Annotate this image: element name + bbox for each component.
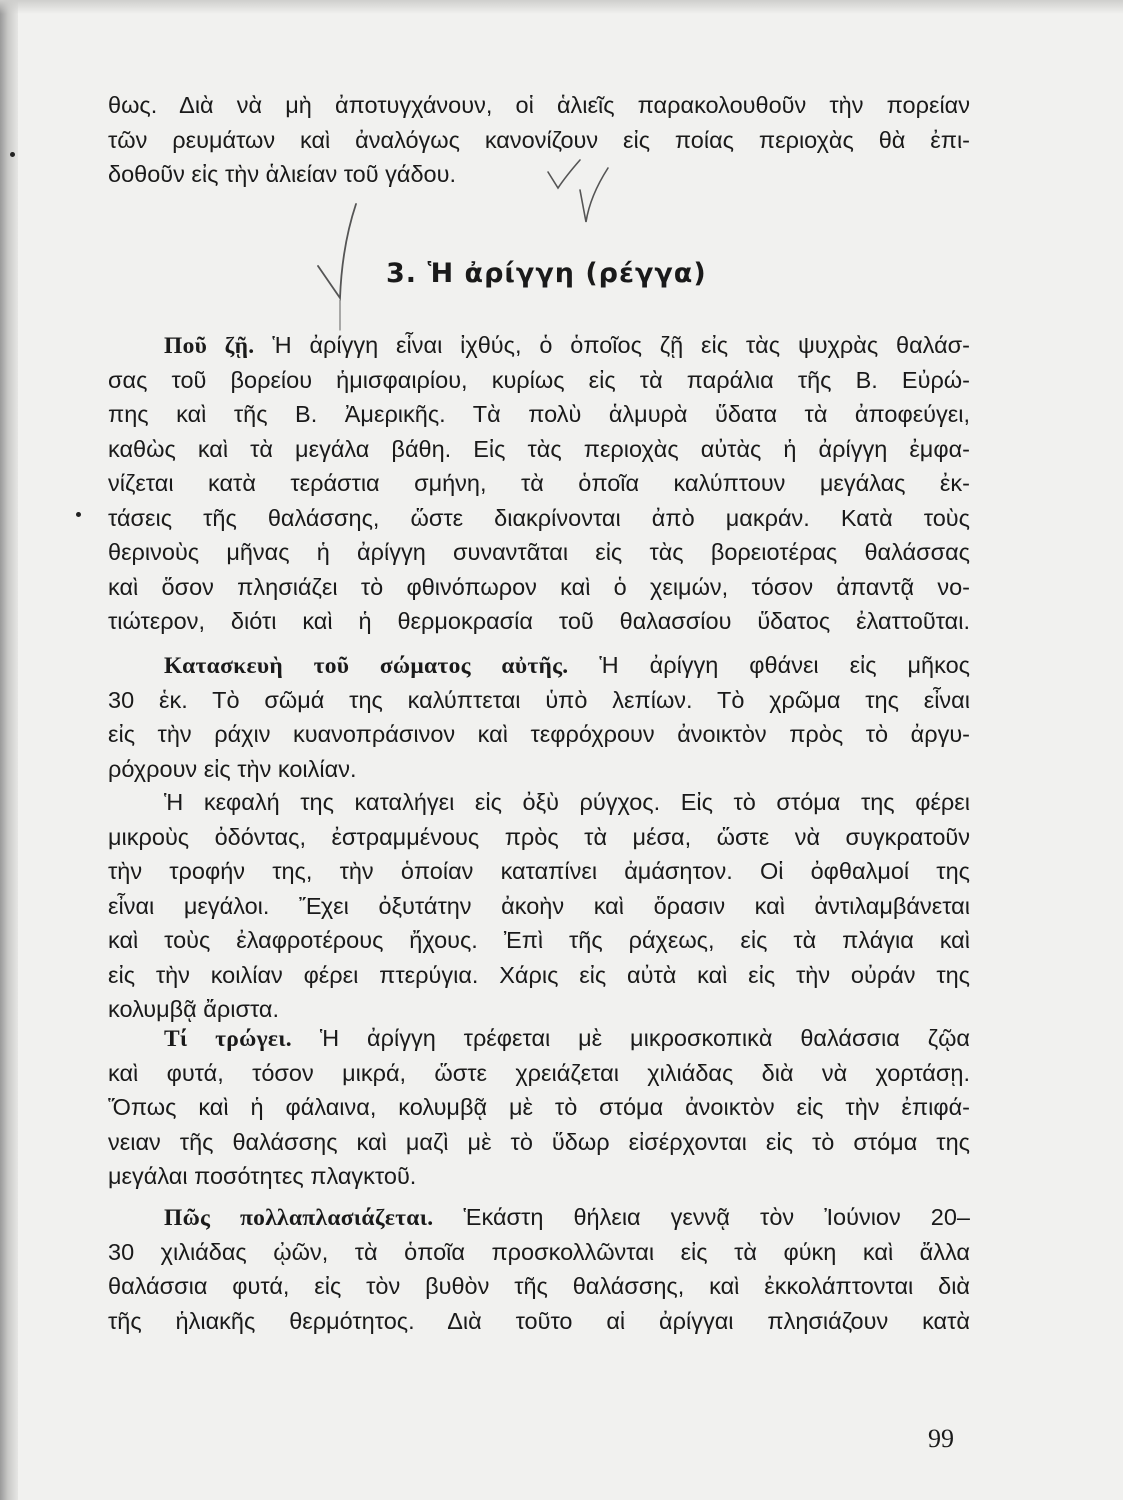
pencil-check-mark-right [580,168,608,222]
text-line: 30 χιλιάδας ᾠῶν, τὰ ὁποῖα προσκολλῶνται εἰς τὰ φύκη καὶ ἄλλα [108,1238,970,1265]
subsection-title: Κατασκευὴ τοῦ σώματος αὐτῆς. [164,653,569,679]
text-line: νίζεται κατὰ τεράστια σμήνη, τὰ ὁποῖα καλύπτουν μεγάλας ἐκ- [108,470,970,496]
text-line: τῆς ἡλιακῆς θερμότητος. Διὰ τοῦτο αἱ ἀρίγγαι πλησιάζουν κατὰ [108,1307,970,1334]
text-line: σας τοῦ βορείου ἡμισφαιρίου, κυρίως εἰς τὰ παράλια τῆς Β. Εὐρώ- [108,366,970,393]
pencil-check-mark-left [318,204,356,298]
text-run: Ἡ ἀρίγγη φθάνει εἰς μῆκος [568,652,970,678]
text-line: Ὅπως καὶ ἡ φάλαινα, κολυμβᾷ μὲ τὸ στόμα ἀνοικτὸν εἰς τὴν ἐπιφά- [108,1094,970,1120]
text-line: καὶ ὅσον πλησιάζει τὸ φθινόπωρον καὶ ὁ χειμών, τόσον ἀπαντᾷ νο- [108,573,970,600]
subsection-title: Πῶς πολλαπλασιάζεται. [164,1205,434,1231]
text-line: μικροὺς ὀδόντας, ἐστραμμένους πρὸς τὰ μέσα, ὥστε νὰ συγκρατοῦν [108,823,970,850]
text-line: κολυμβᾷ ἄριστα. [108,996,280,1022]
text-line: θαλάσσια φυτά, εἰς τὸν βυθὸν τῆς θαλάσσης, καὶ ἐκκολάπτονται διὰ [108,1273,970,1299]
section-heading: 3. Ἡ ἀρίγγη (ρέγγα) [386,258,707,289]
text-line: εἰς τὴν κοιλίαν φέρει πτερύγια. Χάρις εἰς αὐτὰ καὶ εἰς τὴν οὐράν της [108,961,970,988]
text-line: καθὼς καὶ τὰ μεγάλα βάθη. Εἰς τὰς περιοχὰς αὐτὰς ἡ ἀρίγγη ἐμφα- [108,435,970,462]
text-line: τιώτερον, διότι καὶ ἡ θερμοκρασία τοῦ θαλασσίου ὕδατος ἐλαττοῦται. [108,608,970,634]
text-line: εἰς τὴν ράχιν κυανοπράσινον καὶ τεφρόχρουν ἀνοικτὸν πρὸς τὸ ἀργυ- [108,721,970,747]
text-line: μεγάλαι ποσότητες πλαγκτοῦ. [108,1163,417,1189]
text-run: Ἑκάστη θήλεια γεννᾷ τὸν Ἰούνιον 20– [433,1204,970,1230]
text-line: τῶν ρευμάτων καὶ ἀναλόγως κανονίζουν εἰς ποίας περιοχὰς θὰ ἐπι- [108,126,970,153]
text-line: τάσεις τῆς θαλάσσης, ὥστε διακρίνονται ἀπὸ μακράν. Κατὰ τοὺς [108,504,970,531]
text-line: καὶ φυτά, τόσον μικρά, ὥστε χρειάζεται χιλιάδας διὰ νὰ χορτάσῃ. [108,1059,970,1086]
text-line: καὶ τοὺς ἐλαφροτέρους ἤχους. Ἐπὶ τῆς ράχεως, εἰς τὰ πλάγια καὶ [108,927,970,953]
pencil-check-mark-small [548,160,580,188]
text-run: Ἡ ἀρίγγη εἶναι ἰχθύς, ὁ ὁποῖος ζῇ εἰς τὰς ψυχρὰς θαλάσ- [254,332,970,358]
text-line: τὴν τροφήν της, τὴν ὁποίαν καταπίνει ἀμάσητον. Οἱ ὀφθαλμοί της [108,858,970,884]
text-line: θερινοὺς μῆνας ἡ ἀρίγγη συναντᾶται εἰς τὰς βορειοτέρας θαλάσσας [108,539,970,565]
text-line: θως. Διὰ νὰ μὴ ἀποτυγχάνουν, οἱ ἁλιεῖς παρακολουθοῦν τὴν πορείαν [108,92,970,118]
text-line: πης καὶ τῆς Β. Ἀμερικῆς. Τὰ πολὺ ἁλμυρὰ ὕδατα τὰ ἀποφεύγει, [108,401,970,427]
page-number: 99 [928,1424,954,1453]
text-line: 30 ἑκ. Τὸ σῶμά της καλύπτεται ὑπὸ λεπίων. Τὸ χρῶμα της εἶναι [108,686,970,713]
text-line: δοθοῦν εἰς τὴν ἁλιείαν τοῦ γάδου. [108,161,456,187]
subsection-title: Ποῦ ζῇ. [164,333,255,359]
text-line: Ἡ κεφαλή της καταλήγει εἰς ὀξὺ ρύγχος. Εἰς τὸ στόμα της φέρει [164,789,970,815]
text-run: Ἡ ἀρίγγη τρέφεται μὲ μικροσκοπικὰ θαλάσσια ζῷα [291,1025,970,1051]
text-line: νειαν τῆς θαλάσσης καὶ μαζὶ μὲ τὸ ὕδωρ εἰσέρχονται εἰς τὸ στόμα της [108,1128,970,1155]
subsection-title: Τί τρώγει. [164,1026,292,1052]
text-line: εἶναι μεγάλοι. Ἔχει ὀξυτάτην ἀκοὴν καὶ ὅρασιν καὶ ἀντιλαμβάνεται [108,892,970,919]
text-line: ρόχρουν εἰς τὴν κοιλίαν. [108,755,357,782]
